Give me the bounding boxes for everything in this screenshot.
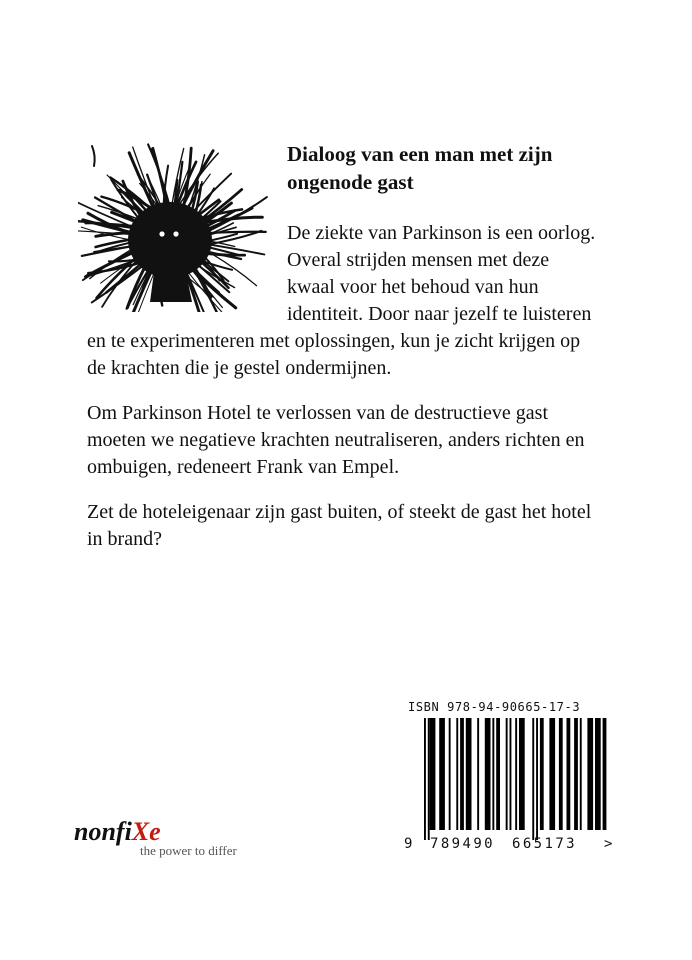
barcode-bar xyxy=(559,718,563,830)
title-line: Dialoog van een man met zijn xyxy=(287,142,553,166)
barcode-bar xyxy=(519,718,525,830)
barcode-bar xyxy=(477,718,479,830)
barcode-bar xyxy=(430,718,436,830)
logo-accent: Xe xyxy=(131,817,161,846)
ean-first-digit: 9 xyxy=(404,836,413,852)
barcode-bar xyxy=(510,718,512,830)
barcode-bar xyxy=(439,718,445,830)
logo-tagline: the power to differ xyxy=(140,843,237,858)
barcode-bar xyxy=(424,718,426,840)
isbn-barcode xyxy=(404,700,620,860)
text-line: De ziekte van Parkinson is een oorlog. xyxy=(287,222,596,244)
text-line: de krachten die je gestel ondermijnen. xyxy=(87,357,392,379)
text-line: Om Parkinson Hotel te verlossen van de destructieve gast xyxy=(87,402,548,424)
barcode-bar xyxy=(536,718,538,840)
creature-hair-strand xyxy=(92,146,95,166)
barcode-bar xyxy=(456,718,458,830)
publisher-logo xyxy=(74,818,274,868)
barcode-bar xyxy=(580,718,582,830)
text-line: kwaal voor het behoud van hun xyxy=(287,276,539,298)
text-line: en te experimenteren met oplossingen, kun je zicht krijgen op xyxy=(87,330,581,352)
barcode-bar xyxy=(492,718,494,830)
creature-right-eye-icon xyxy=(173,231,178,236)
blurb-paragraph-1-continued xyxy=(87,328,580,382)
barcode-bar xyxy=(532,718,534,840)
ean-right-digits: 665173 xyxy=(512,836,577,852)
barcode-bar xyxy=(574,718,578,830)
barcode-bar xyxy=(595,718,601,830)
creature-hair-strand xyxy=(97,257,137,298)
barcode-bar xyxy=(496,718,500,830)
barcode-bar xyxy=(549,718,555,830)
barcode-bar xyxy=(515,718,517,830)
barcode-bar xyxy=(449,718,451,830)
barcode-bar xyxy=(466,718,472,830)
text-line: moeten we negatieve krachten neutraliseren, anders richten en xyxy=(87,429,585,451)
text-line: identiteit. Door naar jezelf te luisteren xyxy=(287,303,592,325)
isbn-label: ISBN 978-94-90665-17-3 xyxy=(408,700,581,714)
ean-left-digits: 789490 xyxy=(430,836,495,852)
creature-left-eye-icon xyxy=(159,231,164,236)
ean-arrow: > xyxy=(604,836,613,852)
barcode-bar xyxy=(603,718,607,830)
book-title xyxy=(287,140,647,196)
barcode-bars xyxy=(410,718,610,840)
barcode-bar xyxy=(587,718,593,830)
logo-wordmark xyxy=(74,818,274,846)
barcode-bar xyxy=(428,718,430,840)
title-line: ongenode gast xyxy=(287,170,414,194)
barcode-bar xyxy=(540,718,544,830)
barcode-bar xyxy=(567,718,571,830)
text-line: Overal strijden mensen met deze xyxy=(287,249,550,271)
blurb-paragraph-1-wrapped xyxy=(287,220,595,328)
barcode-bar xyxy=(506,718,508,830)
spiky-creature-illustration xyxy=(78,142,268,312)
text-line: Zet de hoteleigenaar zijn gast buiten, of steekt de gast het hotel xyxy=(87,501,592,523)
barcode-bar xyxy=(460,718,464,830)
barcode-bar xyxy=(485,718,491,830)
text-line: ombuigen, redeneert Frank van Empel. xyxy=(87,456,400,478)
logo-prefix: nonfi xyxy=(74,817,132,846)
blurb-paragraph-2 xyxy=(87,400,585,481)
text-line: in brand? xyxy=(87,528,162,550)
blurb-paragraph-3 xyxy=(87,499,591,553)
